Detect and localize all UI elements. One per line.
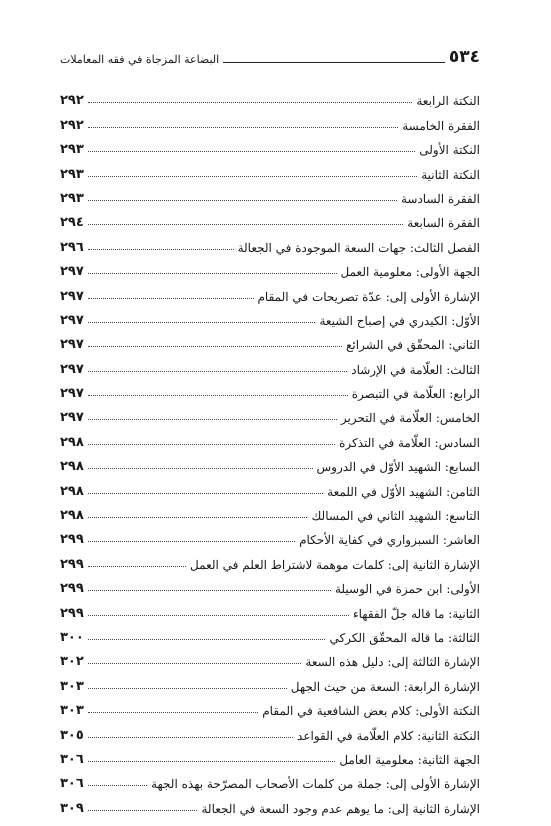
toc-entry-page: ٢٩٨ — [60, 459, 84, 475]
toc-entry-title: الأوّل: الكيدري في إصباح الشيعة — [319, 313, 480, 328]
toc-entry — [60, 645, 480, 669]
toc-entry-title: السابع: الشهيد الأوّل في الدروس — [316, 460, 480, 475]
toc-entry-page: ٢٩٣ — [60, 166, 84, 182]
toc-leader-dots — [88, 151, 415, 152]
toc-entry-page: ٢٩٧ — [60, 264, 84, 280]
toc-entry-page: ٣٠٦ — [60, 776, 84, 792]
toc-leader-dots — [88, 176, 417, 177]
toc-entry — [60, 255, 480, 279]
toc-entry-title: الإشارة الثانية إلى: ما يوهم عدم وجود السعة في الجعالة — [201, 801, 480, 816]
toc-leader-dots — [88, 737, 293, 738]
toc-entry — [60, 718, 480, 742]
toc-entry-page: ٣٠٠ — [60, 629, 84, 645]
page-number: ٥٣٤ — [448, 47, 480, 67]
toc-leader-dots — [88, 322, 316, 323]
toc-entry-title: الرابع: العلّامة في التبصرة — [351, 387, 480, 402]
toc-leader-dots — [88, 810, 198, 811]
toc-entry — [60, 791, 480, 815]
toc-entry — [60, 450, 480, 474]
toc-entry-page: ٢٩٩ — [60, 581, 84, 597]
toc-entry-title: التاسع: الشهيد الثاني في المسالك — [311, 509, 480, 524]
toc-entry-title: الفقرة السادسة — [400, 191, 480, 206]
toc-entry-title: الفصل الثالث: جهات السعة الموجودة في الجعالة — [237, 240, 480, 255]
toc-entry-page: ٢٩٧ — [60, 386, 84, 402]
toc-entry-title: الفقرة السابعة — [407, 216, 480, 231]
toc-entry-page: ٢٩٧ — [60, 410, 84, 426]
toc-entry-page: ٣٠٦ — [60, 751, 84, 767]
toc-entry — [60, 596, 480, 620]
toc-entry — [60, 84, 480, 108]
toc-entry-title: النكتة الأولى: كلام بعض الشافعية في المقام — [262, 704, 480, 719]
toc-leader-dots — [88, 444, 335, 445]
toc-leader-dots — [88, 785, 147, 786]
toc-entry-page: ٢٩٤ — [60, 215, 84, 231]
toc-entry-page: ٢٩٧ — [60, 361, 84, 377]
toc-entry-page: ٣٠٩ — [60, 800, 84, 816]
toc-entry — [60, 523, 480, 547]
toc-entry-title: الإشارة الثانية إلى: كلمات موهمة لاشتراط العلم في العمل — [190, 557, 480, 572]
toc-leader-dots — [88, 419, 337, 420]
toc-entry — [60, 767, 480, 791]
toc-entry — [60, 304, 480, 328]
toc-entry-title: الجهة الأولى: معلومية العمل — [340, 265, 480, 280]
toc-entry-page: ٣٠٥ — [60, 727, 84, 743]
toc-leader-dots — [88, 615, 349, 616]
toc-entry-page: ٣٠٣ — [60, 678, 84, 694]
toc-entry-title: العاشر: السبزواري في كفاية الأحكام — [299, 533, 480, 548]
toc-entry — [60, 377, 480, 401]
toc-entry-page: ٢٩٩ — [60, 532, 84, 548]
toc-entry-page: ٢٩٨ — [60, 434, 84, 450]
toc-entry — [60, 547, 480, 571]
toc-leader-dots — [88, 298, 254, 299]
toc-entry — [60, 133, 480, 157]
toc-leader-dots — [88, 761, 336, 762]
toc-leader-dots — [88, 566, 186, 567]
toc-entry-page: ٢٩٩ — [60, 605, 84, 621]
toc-entry — [60, 669, 480, 693]
toc-entry-title: الثالثة: ما قاله المحقّق الكركي — [329, 630, 480, 645]
toc-entry-page: ٢٩٨ — [60, 483, 84, 499]
toc-leader-dots — [88, 639, 326, 640]
toc-entry-page: ٢٩٧ — [60, 337, 84, 353]
toc-entry-title: الإشارة الثالثة إلى: دليل هذه السعة — [305, 655, 480, 670]
toc-leader-dots — [88, 395, 348, 396]
toc-entry — [60, 352, 480, 376]
toc-leader-dots — [88, 200, 397, 201]
toc-leader-dots — [88, 273, 337, 274]
toc-entry-title: الخامس: العلّامة في التحرير — [340, 411, 480, 426]
toc-leader-dots — [88, 224, 403, 225]
toc-entry-page: ٢٩٦ — [60, 239, 84, 255]
toc-entry-title: السادس: العلّامة في التذكرة — [339, 435, 480, 450]
toc-entry-title: النكتة الثانية — [421, 167, 480, 182]
toc-entry-page: ٣٠٢ — [60, 654, 84, 670]
toc-entry-page: ٢٩٢ — [60, 93, 84, 109]
toc-entry — [60, 182, 480, 206]
toc-entry — [60, 206, 480, 230]
toc-entry-title: النكتة الأولى — [419, 143, 480, 158]
toc-entry-title: الثالث: العلّامة في الإرشاد — [351, 362, 480, 377]
toc-entry-page: ٣٠٣ — [60, 703, 84, 719]
toc-entry — [60, 694, 480, 718]
toc-entry — [60, 279, 480, 303]
table-of-contents — [60, 84, 480, 816]
toc-entry-page: ٢٩٧ — [60, 288, 84, 304]
toc-entry — [60, 621, 480, 645]
toc-entry-title: الفقرة الخامسة — [402, 118, 480, 133]
toc-leader-dots — [88, 371, 347, 372]
toc-leader-dots — [88, 541, 295, 542]
toc-leader-dots — [88, 493, 323, 494]
header-rule — [223, 62, 445, 63]
toc-entry-page: ٢٩٧ — [60, 312, 84, 328]
toc-leader-dots — [88, 590, 331, 591]
toc-entry-title: الجهة الثانية: معلومية العامل — [339, 752, 480, 767]
toc-entry-page: ٢٩٣ — [60, 142, 84, 158]
toc-entry — [60, 499, 480, 523]
toc-entry — [60, 474, 480, 498]
toc-leader-dots — [88, 102, 413, 103]
toc-leader-dots — [88, 249, 234, 250]
toc-entry-page: ٢٩٨ — [60, 508, 84, 524]
page-header — [60, 40, 480, 66]
toc-entry — [60, 157, 480, 181]
toc-leader-dots — [88, 663, 302, 664]
toc-entry-title: الثاني: المحقّق في الشرائع — [346, 338, 480, 353]
toc-leader-dots — [88, 712, 258, 713]
toc-entry — [60, 425, 480, 449]
toc-entry-title: النكتة الرابعة — [416, 94, 480, 109]
toc-entry-title: النكتة الثانية: كلام العلّامة في القواعد — [297, 728, 480, 743]
toc-entry — [60, 401, 480, 425]
toc-entry — [60, 230, 480, 254]
toc-entry-title: الثانية: ما قاله جلّ الفقهاء — [353, 606, 480, 621]
toc-entry-title: الإشارة الأولى إلى: عدّة تصريحات في المقام — [257, 289, 480, 304]
toc-entry-title: الإشارة الأولى إلى: جملة من كلمات الأصحاب المصرّحة بهذه الجهة — [151, 777, 480, 792]
toc-entry-page: ٢٩٩ — [60, 556, 84, 572]
running-title: البضاعة المزجاة في فقه المعاملات — [60, 53, 220, 66]
toc-entry — [60, 572, 480, 596]
toc-entry-page: ٢٩٣ — [60, 190, 84, 206]
toc-entry-page: ٢٩٢ — [60, 117, 84, 133]
toc-leader-dots — [88, 468, 313, 469]
toc-leader-dots — [88, 688, 287, 689]
toc-leader-dots — [88, 517, 308, 518]
toc-entry-title: الأولى: ابن حمزة في الوسيلة — [334, 582, 480, 597]
toc-entry — [60, 328, 480, 352]
toc-entry — [60, 743, 480, 767]
toc-leader-dots — [88, 346, 342, 347]
toc-entry-title: الإشارة الرابعة: السعة من حيث الجهل — [290, 679, 480, 694]
toc-entry-title: الثامن: الشهيد الأوّل في اللمعة — [327, 484, 480, 499]
toc-entry — [60, 108, 480, 132]
toc-leader-dots — [88, 127, 398, 128]
